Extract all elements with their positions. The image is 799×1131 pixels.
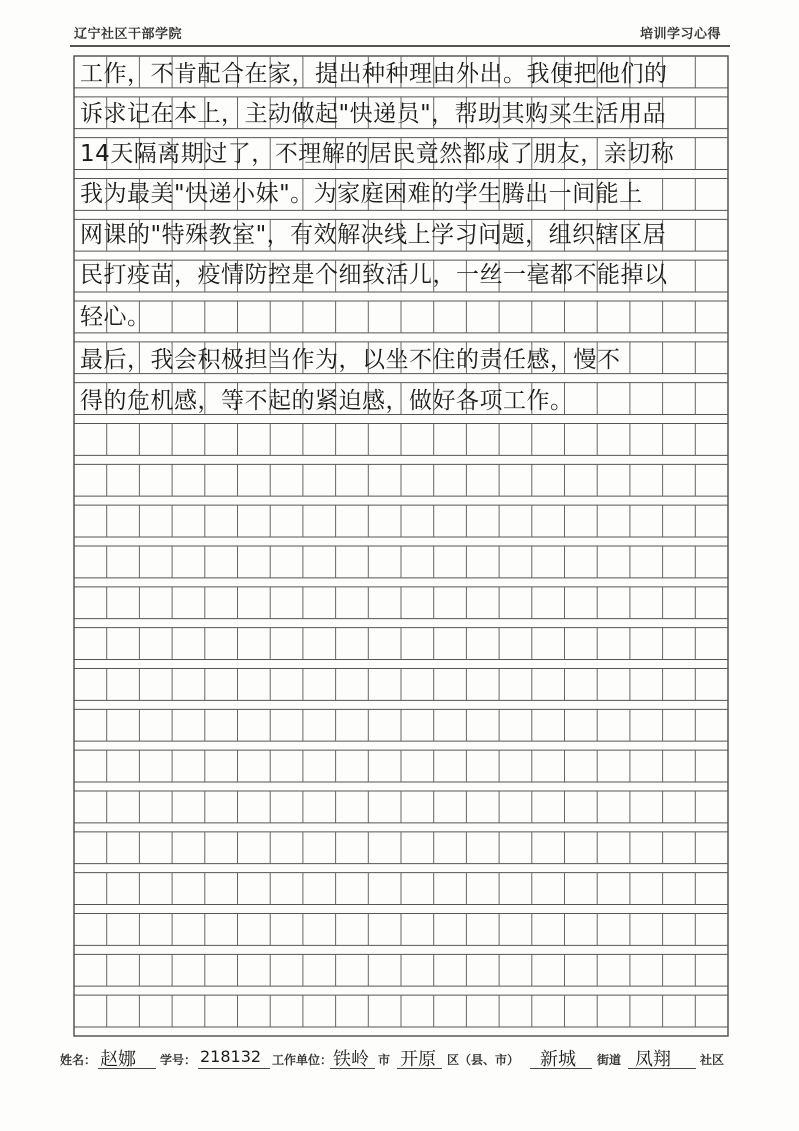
student-id-label: 学号： xyxy=(160,1053,197,1067)
header-doc-title: 培训学习心得 xyxy=(639,27,721,42)
handwriting-line-2: 诉求记在本上，主动做起"快递员"，帮助其购买生活用品 xyxy=(80,101,667,127)
city-value: 铁岭 xyxy=(333,1049,369,1070)
community-underline xyxy=(628,1068,696,1069)
handwriting-line-3: 14天隔离期过了，不理解的居民竟然都成了朋友，亲切称 xyxy=(80,141,675,167)
student-id-underline xyxy=(198,1068,270,1069)
handwriting-line-1: 工作，不肯配合在家，提出种种理由外出。我便把他们的 xyxy=(80,61,668,87)
student-id-value: 218132 xyxy=(200,1047,262,1066)
handwriting-line-6: 民打疫苗，疫情防控是个细致活儿，一丝一毫都不能掉以 xyxy=(80,262,668,288)
street-value: 新城 xyxy=(540,1049,576,1070)
street-label: 街道 xyxy=(597,1053,622,1067)
handwriting-line-7: 轻心。 xyxy=(80,304,151,330)
city-label: 市 xyxy=(378,1053,391,1067)
district-underline xyxy=(397,1068,442,1069)
work-unit-label: 工作单位： xyxy=(272,1053,333,1067)
district-label: 区（县、市） xyxy=(447,1053,520,1067)
student-info-footer xyxy=(60,1045,740,1071)
name-value: 赵娜 xyxy=(100,1049,136,1070)
handwriting-line-4: 我为最美"快递小妹"。为家庭困难的学生腾出一间能上 xyxy=(80,181,643,207)
handwriting-line-5: 网课的"特殊教室"，有效解决线上学习问题，组织辖区居 xyxy=(80,222,667,248)
header-institution: 辽宁社区干部学院 xyxy=(74,27,183,42)
handwriting-line-9: 得的危机感，等不起的紧迫感，做好各项工作。 xyxy=(80,388,574,414)
district-value: 开原 xyxy=(400,1049,436,1070)
handwriting-line-8: 最后，我会积极担当作为，以坐不住的责任感，慢不 xyxy=(80,347,621,373)
name-label: 姓名： xyxy=(60,1053,97,1067)
community-label: 社区 xyxy=(700,1053,725,1067)
street-underline xyxy=(530,1068,592,1069)
name-underline xyxy=(98,1068,156,1069)
city-underline xyxy=(330,1068,375,1069)
community-value: 凤翔 xyxy=(635,1049,671,1070)
